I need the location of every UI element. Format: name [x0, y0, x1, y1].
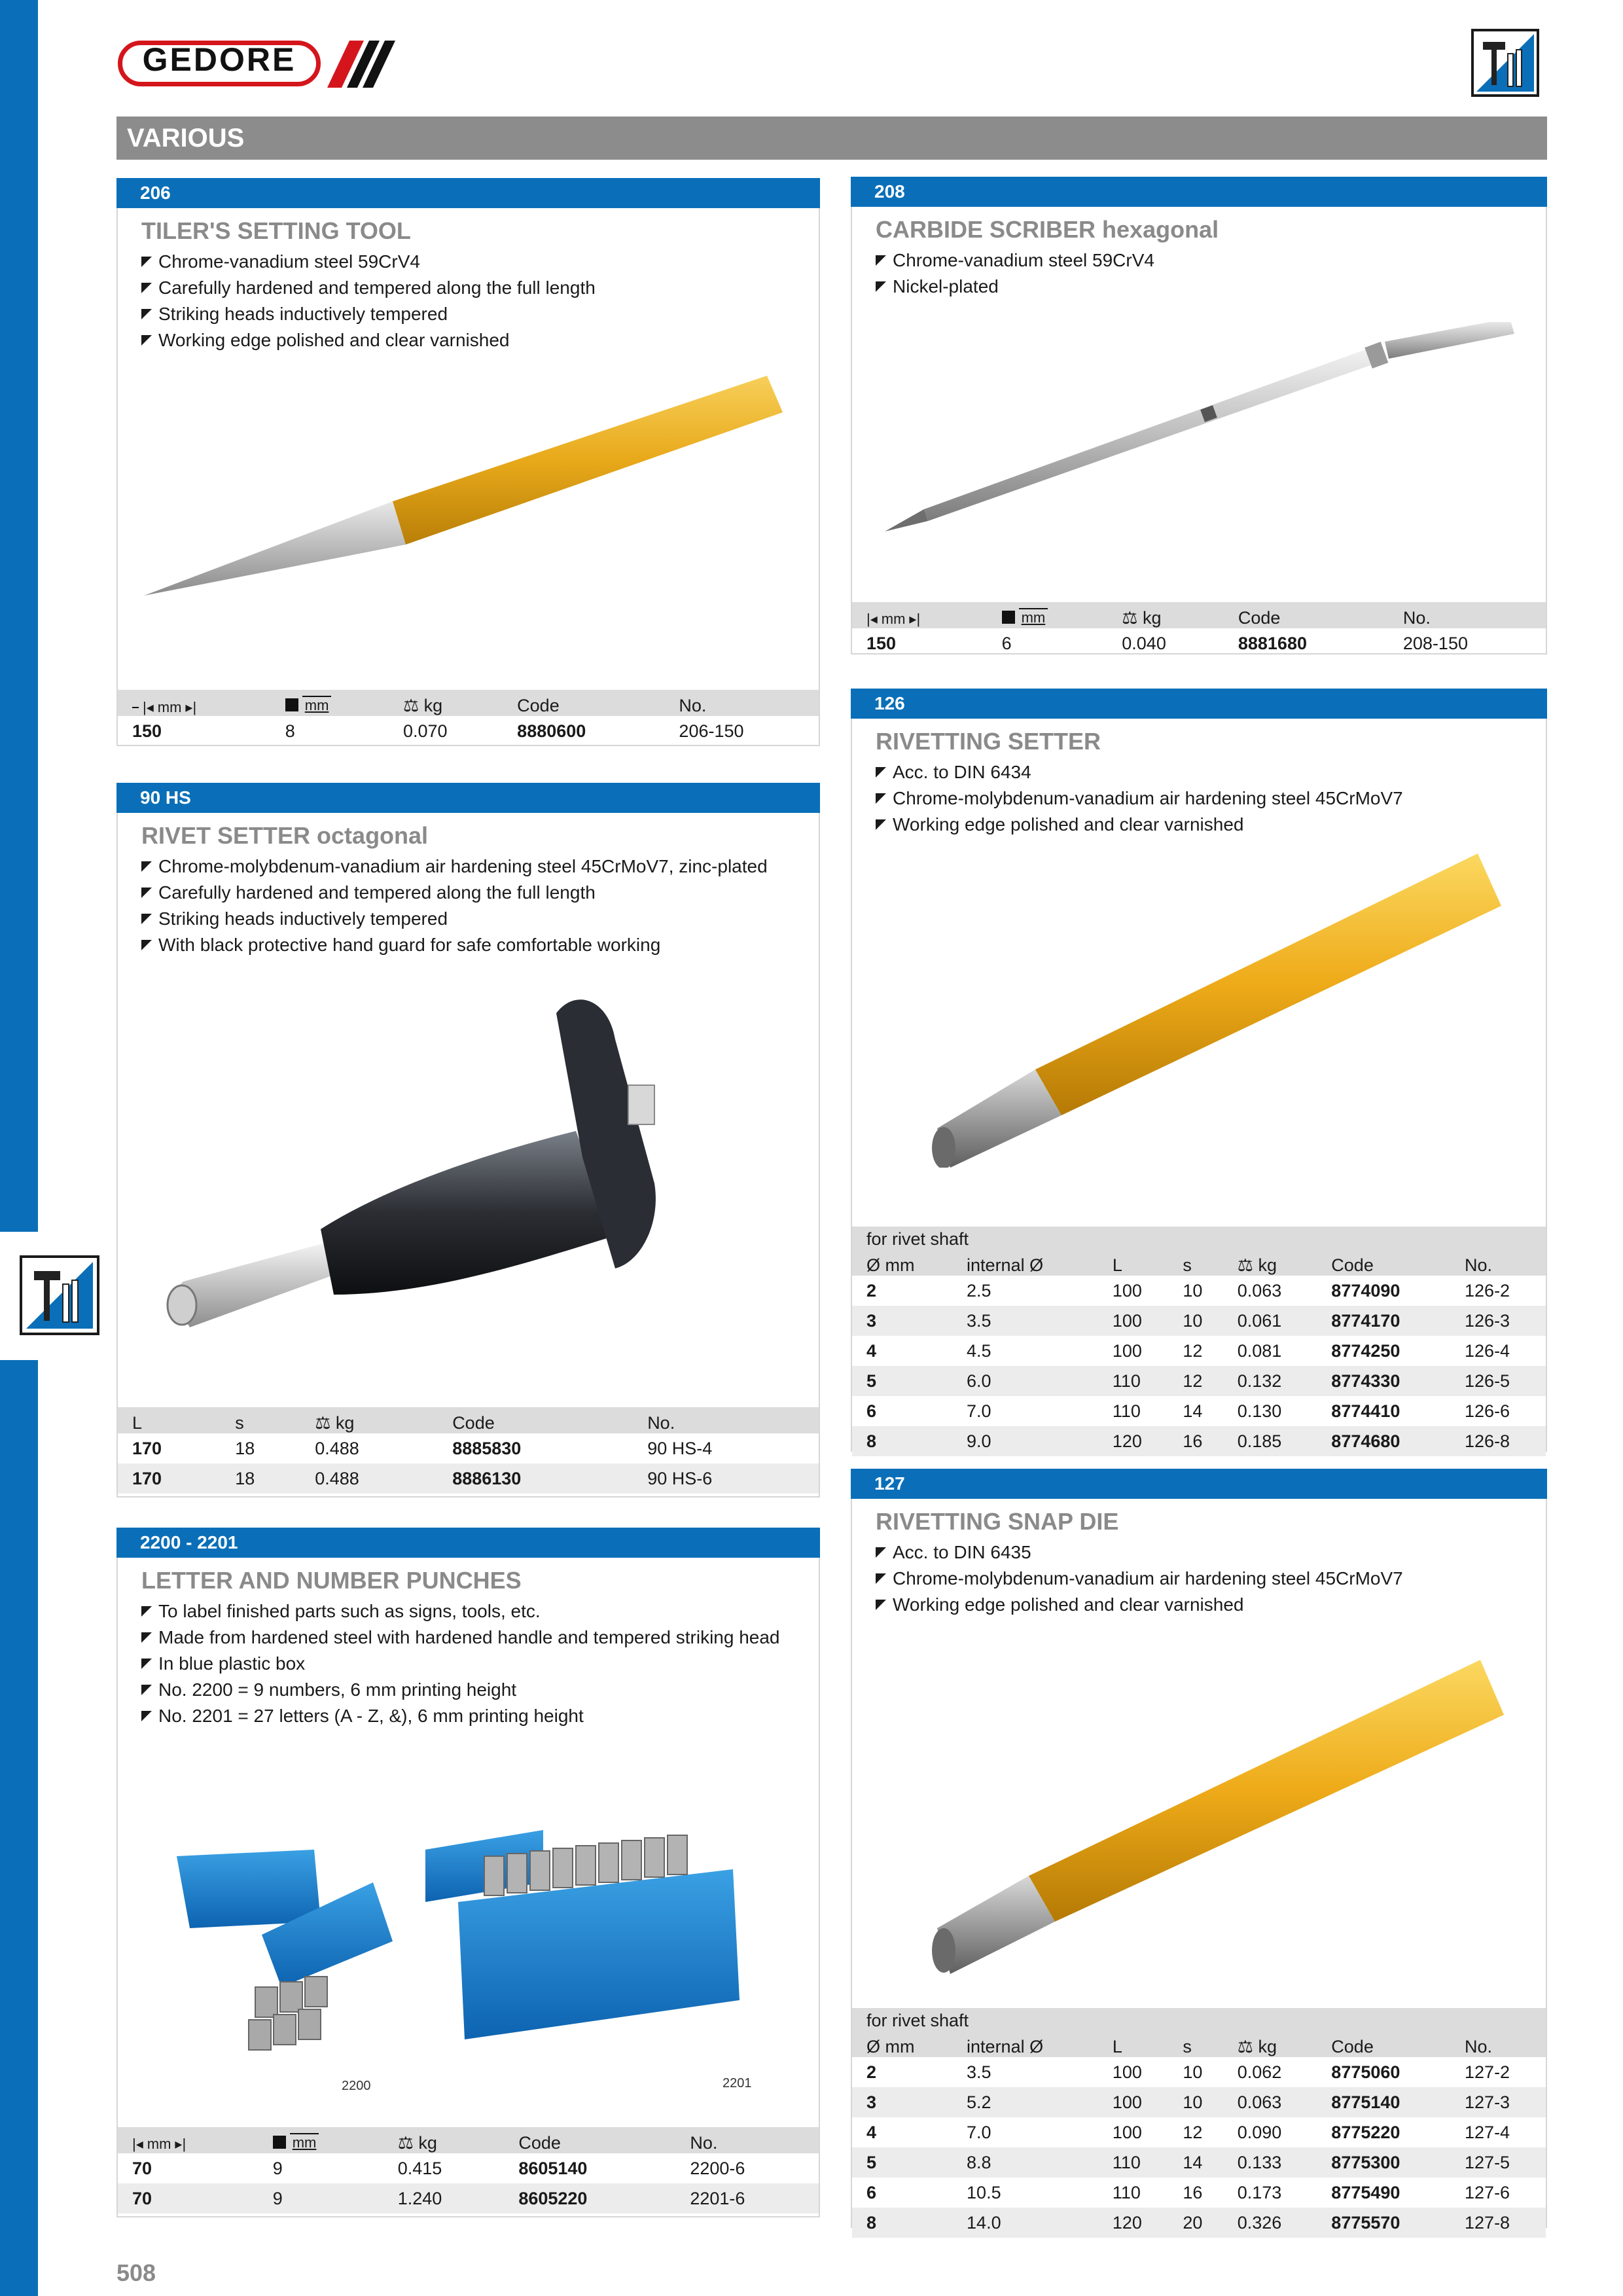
image-caption-2200: 2200	[342, 2079, 371, 2093]
table-row	[852, 2208, 1546, 2238]
feature-item: Chrome-vanadium steel 59CrV4	[876, 247, 1154, 274]
code-header: Code	[503, 690, 664, 716]
table-row	[852, 628, 1546, 658]
table-cell: 126-6	[1465, 1401, 1510, 1421]
table-cell: 18	[221, 1463, 300, 1494]
tilers-setting-tool-image	[137, 376, 805, 624]
table-cell: 126-2	[1465, 1280, 1510, 1300]
product-title	[141, 822, 428, 850]
title-main: RIVET SETTER	[141, 822, 311, 849]
hammer-tool-category-icon	[20, 1255, 99, 1335]
number-header: No.	[1450, 1249, 1546, 1276]
number-header: No.	[633, 1407, 819, 1433]
logo-slashes-icon	[327, 41, 406, 88]
feature-item: With black protective hand guard for safe comfortable working	[141, 932, 768, 958]
product-number: 208	[851, 177, 1547, 207]
feature-item: Acc. to DIN 6435	[876, 1539, 1403, 1566]
table-cell: 0.063	[1237, 1280, 1282, 1300]
weight-header: ⚖ kg	[1223, 2031, 1317, 2057]
table-cell: 127-4	[1465, 2122, 1510, 2142]
table-cell: 5	[852, 1366, 952, 1396]
feature-item: Carefully hardened and tempered along the full length	[141, 880, 768, 906]
table-cell: 8774330	[1317, 1366, 1450, 1396]
table-cell: 9	[259, 2183, 383, 2214]
internal-diameter-header: internal Ø	[952, 2031, 1098, 2057]
product-number: 127	[851, 1469, 1547, 1499]
table-cell: 8775060	[1331, 2062, 1400, 2082]
table-cell: 127-8	[1450, 2208, 1546, 2238]
product-table	[852, 2008, 1546, 2238]
code-header: Code	[504, 2127, 675, 2153]
table-cell: 10	[1168, 2087, 1222, 2117]
weight-header: ⚖ kg	[383, 2127, 505, 2153]
table-cell: 127-3	[1450, 2087, 1546, 2117]
product-table	[852, 1227, 1546, 1456]
table-cell: 170	[118, 1463, 221, 1494]
table-cell: 4.5	[967, 1340, 991, 1361]
table-cell: 110	[1098, 1366, 1168, 1396]
pre-header: for rivet shaft	[852, 1227, 1546, 1249]
table-cell: 126-3	[1450, 1306, 1546, 1336]
table-cell: 14	[1183, 1401, 1203, 1421]
product-table	[852, 602, 1546, 658]
table-cell: 208-150	[1402, 633, 1468, 653]
product-table	[118, 690, 819, 746]
table-cell: 5	[852, 2147, 952, 2178]
table-cell: 8774090	[1331, 1280, 1400, 1300]
code-header: Code	[1317, 1249, 1450, 1276]
table-cell: 10	[1183, 2062, 1203, 2082]
table-cell: 100	[1098, 2087, 1168, 2117]
category-title: VARIOUS	[116, 117, 1547, 160]
diameter-header: Ø mm	[852, 1249, 952, 1276]
table-cell: 6	[1001, 633, 1012, 653]
table-cell: 70	[118, 2183, 259, 2214]
table-cell: 8774680	[1317, 1426, 1450, 1456]
weight-header: ⚖ kg	[1107, 602, 1224, 628]
table-cell: 14.0	[952, 2208, 1098, 2238]
table-cell: 10	[1168, 1306, 1222, 1336]
product-panel-208	[851, 177, 1547, 655]
table-cell: 3	[852, 2087, 952, 2117]
table-cell: 7.0	[967, 1401, 991, 1421]
number-header: No.	[675, 2127, 819, 2153]
image-caption-2201: 2201	[722, 2076, 752, 2090]
table-cell: 0.081	[1237, 1340, 1282, 1361]
feature-item: No. 2200 = 9 numbers, 6 mm printing height	[141, 1677, 780, 1703]
feature-item: Chrome-molybdenum-vanadium air hardening steel 45CrMoV7	[876, 1566, 1403, 1592]
product-panel-127	[851, 1469, 1547, 2233]
table-cell: 6.0	[952, 1366, 1098, 1396]
product-number: 206	[116, 178, 820, 208]
code-header: Code	[1224, 602, 1389, 628]
table-row	[852, 2087, 1546, 2117]
table-cell: 0.040	[1122, 633, 1166, 653]
weight-header: ⚖ kg	[1223, 1249, 1317, 1276]
rivetting-snap-die-image	[931, 1647, 1520, 1974]
table-cell: 126-5	[1450, 1366, 1546, 1396]
table-row	[852, 2147, 1546, 2178]
side-color-bar-bottom	[0, 1360, 38, 2296]
number-header: No.	[1450, 2031, 1546, 2057]
table-cell: 127-6	[1465, 2182, 1510, 2202]
table-cell: 110	[1112, 2182, 1141, 2202]
rivet-setter-image	[157, 987, 812, 1373]
table-cell: 10.5	[967, 2182, 1001, 2202]
table-row	[118, 716, 819, 746]
diameter-header: Ø mm	[852, 2031, 952, 2057]
table-cell: 100	[1112, 2062, 1142, 2082]
table-cell: 12	[1183, 2122, 1203, 2142]
title-sub: octagonal	[317, 822, 429, 849]
feature-list	[141, 249, 596, 353]
table-row	[118, 1433, 819, 1463]
table-cell: 8775300	[1317, 2147, 1450, 2178]
feature-list	[876, 247, 1154, 300]
table-row	[852, 1366, 1546, 1396]
table-cell: 8886130	[438, 1463, 633, 1494]
table-cell: 150	[866, 633, 897, 653]
table-cell: 8880600	[517, 721, 586, 741]
gedore-logo	[118, 38, 406, 90]
table-cell: 120	[1098, 2208, 1168, 2238]
feature-item: Chrome-molybdenum-vanadium air hardening steel 45CrMoV7	[876, 785, 1403, 812]
table-cell: 170	[132, 1438, 162, 1458]
table-cell: 8774410	[1331, 1401, 1400, 1421]
product-title: RIVETTING SNAP DIE	[876, 1508, 1119, 1535]
feature-list	[876, 1539, 1403, 1618]
letter-number-punches-image	[177, 1830, 805, 2079]
feature-item: In blue plastic box	[141, 1651, 780, 1677]
product-panel-206	[116, 178, 820, 746]
table-cell: 70	[132, 2158, 152, 2178]
length-header: |◂ mm ▸|	[118, 2127, 259, 2153]
rivetting-setter-image	[931, 840, 1520, 1168]
table-cell: 2.5	[967, 1280, 991, 1300]
product-table	[118, 1407, 819, 1494]
table-cell: 0.063	[1223, 2087, 1317, 2117]
table-cell: 6	[866, 2182, 877, 2202]
table-cell: 0.130	[1237, 1401, 1282, 1421]
table-cell: 110	[1098, 2147, 1168, 2178]
table-cell: 0.326	[1223, 2208, 1317, 2238]
number-header: No.	[664, 690, 819, 716]
feature-item: Striking heads inductively tempered	[141, 301, 596, 327]
width-header: s	[1168, 1249, 1222, 1276]
table-cell: 5.2	[952, 2087, 1098, 2117]
table-cell: 127-5	[1450, 2147, 1546, 2178]
table-cell: 2200-6	[690, 2158, 745, 2178]
table-row	[852, 1306, 1546, 1336]
title-main: CARBIDE SCRIBER	[876, 216, 1096, 243]
hammer-tool-category-icon	[1471, 29, 1539, 97]
table-cell: 16	[1183, 2182, 1203, 2202]
table-cell: 127-2	[1465, 2062, 1510, 2082]
logo-text: GEDORE	[142, 41, 296, 78]
table-row	[118, 2183, 819, 2214]
feature-item: Chrome-molybdenum-vanadium air hardening steel 45CrMoV7, zinc-plated	[141, 853, 768, 880]
table-cell: 120	[1098, 1426, 1168, 1456]
table-row	[852, 2117, 1546, 2147]
table-row	[852, 1426, 1546, 1456]
table-cell: 8.8	[952, 2147, 1098, 2178]
table-cell: 3	[852, 1306, 952, 1336]
table-row	[852, 1336, 1546, 1366]
table-cell: 2	[866, 2062, 877, 2082]
table-cell: 0.488	[300, 1463, 438, 1494]
table-cell: 3.5	[967, 2062, 991, 2082]
product-panel-90hs	[116, 783, 820, 1498]
square-header: mm	[259, 2127, 383, 2153]
table-cell: 7.0	[967, 2122, 991, 2142]
table-cell: 90 HS-4	[647, 1438, 713, 1458]
table-cell: 8885830	[452, 1438, 522, 1458]
table-cell: 206-150	[679, 721, 744, 741]
table-cell: 20	[1168, 2208, 1222, 2238]
table-cell: 2201-6	[675, 2183, 819, 2214]
table-row	[852, 2178, 1546, 2208]
length-header: |◂ mm ▸|	[852, 602, 988, 628]
table-cell: 10	[1183, 1280, 1203, 1300]
table-cell: 0.488	[315, 1438, 359, 1458]
width-header: s	[221, 1407, 300, 1433]
table-cell: 110	[1112, 1401, 1141, 1421]
table-cell: 12	[1183, 1340, 1203, 1361]
table-cell: 90 HS-6	[633, 1463, 819, 1494]
internal-diameter-header: internal Ø	[952, 1249, 1098, 1276]
table-cell: 0.415	[397, 2158, 442, 2178]
table-cell: 8	[852, 1426, 952, 1456]
product-number: 2200 - 2201	[116, 1528, 820, 1558]
table-cell: 8775490	[1331, 2182, 1400, 2202]
feature-item: Nickel-plated	[876, 274, 1154, 300]
table-row	[118, 2153, 819, 2183]
page-number: 508	[116, 2259, 156, 2286]
square-header: mm	[271, 690, 389, 716]
product-title: LETTER AND NUMBER PUNCHES	[141, 1567, 522, 1594]
side-color-bar-top	[0, 0, 38, 1232]
table-cell: 0.062	[1237, 2062, 1282, 2082]
product-number: 90 HS	[116, 783, 820, 813]
table-cell: 2	[866, 1280, 877, 1300]
length-header: L	[1098, 2031, 1168, 2057]
table-cell: 8775140	[1317, 2087, 1450, 2117]
table-row	[852, 1396, 1546, 1426]
product-panel-2200	[116, 1528, 820, 2217]
length-header: L	[118, 1407, 221, 1433]
table-cell: 8881680	[1238, 633, 1307, 653]
table-row	[852, 1276, 1546, 1306]
feature-item: Working edge polished and clear varnished	[141, 327, 596, 353]
table-cell: 0.185	[1223, 1426, 1317, 1456]
table-cell: 100	[1098, 1306, 1168, 1336]
table-cell: 0.173	[1237, 2182, 1282, 2202]
table-cell: 9.0	[952, 1426, 1098, 1456]
table-cell: 3.5	[952, 1306, 1098, 1336]
feature-list	[141, 1598, 780, 1729]
table-cell: 8	[852, 2208, 952, 2238]
table-cell: 12	[1168, 1366, 1222, 1396]
table-cell: 18	[235, 1438, 255, 1458]
feature-list	[141, 853, 768, 958]
table-row	[118, 1463, 819, 1494]
product-number: 126	[851, 689, 1547, 719]
carbide-scriber-image	[885, 322, 1539, 545]
table-cell: 1.240	[383, 2183, 505, 2214]
number-header: No.	[1389, 602, 1546, 628]
table-cell: 8605220	[504, 2183, 675, 2214]
pre-header: for rivet shaft	[852, 2008, 1546, 2031]
feature-item: Striking heads inductively tempered	[141, 906, 768, 932]
feature-item: No. 2201 = 27 letters (A - Z, &), 6 mm printing height	[141, 1703, 780, 1729]
weight-header: ⚖ kg	[300, 1407, 438, 1433]
product-title: RIVETTING SETTER	[876, 728, 1101, 755]
feature-item: Carefully hardened and tempered along the full length	[141, 275, 596, 301]
table-cell: 0.061	[1223, 1306, 1317, 1336]
table-cell: 6	[866, 1401, 877, 1421]
table-cell: 126-4	[1465, 1340, 1510, 1361]
feature-item: Made from hardened steel with hardened handle and tempered striking head	[141, 1624, 780, 1651]
feature-list	[876, 759, 1403, 838]
square-header: mm	[988, 602, 1108, 628]
table-cell: 4	[866, 2122, 877, 2142]
table-cell: 14	[1168, 2147, 1222, 2178]
feature-item: Working edge polished and clear varnished	[876, 812, 1403, 838]
code-header: Code	[1317, 2031, 1450, 2057]
table-cell: 8774170	[1317, 1306, 1450, 1336]
title-sub: hexagonal	[1102, 216, 1219, 243]
table-cell: 0.090	[1237, 2122, 1282, 2142]
table-cell: 8774250	[1331, 1340, 1400, 1361]
product-table	[118, 2127, 819, 2214]
length-header: L	[1098, 1249, 1168, 1276]
product-panel-126	[851, 689, 1547, 1452]
product-title	[876, 216, 1219, 243]
product-title: TILER'S SETTING TOOL	[141, 217, 411, 244]
code-header: Code	[438, 1407, 633, 1433]
table-cell: 150	[132, 721, 162, 741]
table-cell: 16	[1168, 1426, 1222, 1456]
table-cell: 4	[866, 1340, 877, 1361]
width-header: s	[1168, 2031, 1222, 2057]
table-cell: 8	[285, 721, 295, 741]
feature-item: Acc. to DIN 6434	[876, 759, 1403, 785]
table-cell: 126-8	[1450, 1426, 1546, 1456]
table-cell: 100	[1112, 1340, 1142, 1361]
feature-item: Working edge polished and clear varnished	[876, 1592, 1403, 1618]
feature-item: Chrome-vanadium steel 59CrV4	[141, 249, 596, 275]
table-cell: 0.132	[1223, 1366, 1317, 1396]
table-cell: 100	[1112, 1280, 1142, 1300]
length-header: |◂ mm ▸|	[118, 690, 271, 716]
table-cell: 0.070	[402, 721, 448, 741]
table-cell: 9	[272, 2158, 283, 2178]
table-cell: 8775220	[1331, 2122, 1400, 2142]
table-cell: 100	[1112, 2122, 1142, 2142]
weight-header: ⚖ kg	[389, 690, 503, 716]
feature-item: To label finished parts such as signs, tools, etc.	[141, 1598, 780, 1624]
table-cell: 0.133	[1223, 2147, 1317, 2178]
table-cell: 8605140	[518, 2158, 588, 2178]
table-row	[852, 2057, 1546, 2087]
table-cell: 8775570	[1317, 2208, 1450, 2238]
